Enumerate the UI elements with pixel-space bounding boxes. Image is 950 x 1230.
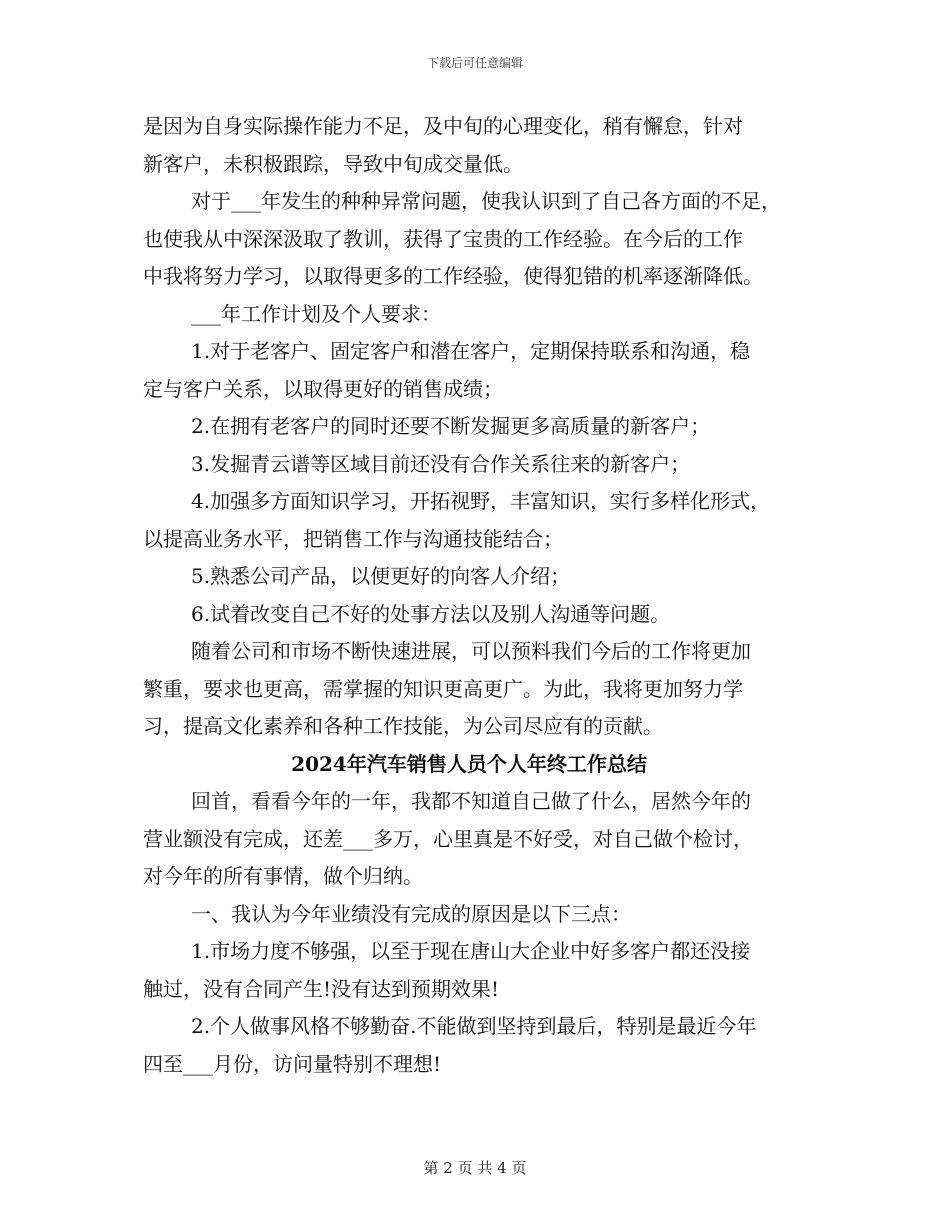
list-item-continued: 触过，没有合同产生!没有达到预期效果! xyxy=(143,976,500,1001)
list-item: 4.加强多方面知识学习，开拓视野，丰富知识，实行多样化形式， xyxy=(191,489,771,513)
list-item: 5.熟悉公司产品，以便更好的向客人介绍； xyxy=(191,564,571,588)
list-item: 1.市场力度不够强，以至于现在唐山大企业中好多客户都还没接 xyxy=(191,939,751,963)
body-line: 对于___年发生的种种异常问题，使我认识到了自己各方面的不足， xyxy=(191,189,781,213)
body-line: 对今年的所有事情，做个归纳。 xyxy=(143,864,423,888)
list-item: 2.在拥有老客户的同时还要不断发掘更多高质量的新客户； xyxy=(191,414,711,438)
page-number: 第 2 页 共 4 页 xyxy=(423,1159,527,1177)
body-line: 随着公司和市场不断快速进展，可以预料我们今后的工作将更加 xyxy=(191,639,751,663)
body-line: 新客户，未积极跟踪，导致中旬成交量低。 xyxy=(143,151,523,176)
document-body xyxy=(143,108,815,1083)
list-item-continued: 以提高业务水平，把销售工作与沟通技能结合； xyxy=(143,526,563,551)
list-item: 1.对于老客户、固定客户和潜在客户，定期保持联系和沟通，稳 xyxy=(191,339,751,363)
list-item: 3.发掘青云谱等区域目前还没有合作关系往来的新客户； xyxy=(191,451,691,476)
body-line: 营业额没有完成，还差___多万，心里真是不好受，对自己做个检讨， xyxy=(143,826,753,851)
list-item-continued: 四至___月份，访问量特别不理想! xyxy=(143,1051,442,1076)
body-line: 也使我从中深深汲取了教训，获得了宝贵的工作经验。在今后的工作 xyxy=(143,226,743,251)
list-item: 6.试着改变自己不好的处事方法以及别人沟通等问题。 xyxy=(191,601,671,626)
page-header-note: 下载后可任意编辑 xyxy=(426,56,523,70)
body-line: 繁重，要求也更高，需掌握的知识更高更广。为此，我将更加努力学 xyxy=(143,676,743,701)
subsection-heading: 一、我认为今年业绩没有完成的原因是以下三点： xyxy=(191,901,631,926)
plan-heading: ___年工作计划及个人要求： xyxy=(191,301,441,326)
list-item: 2.个人做事风格不够勤奋.不能做到坚持到最后，特别是最近今年 xyxy=(191,1014,757,1038)
body-line: 中我将努力学习，以取得更多的工作经验，使得犯错的机率逐渐降低。 xyxy=(143,264,763,288)
list-item-continued: 定与客户关系，以取得更好的销售成绩； xyxy=(143,376,503,401)
body-line: 回首，看看今年的一年，我都不知道自己做了什么，居然今年的 xyxy=(191,789,751,813)
section-title: 2024年汽车销售人员个人年终工作总结 xyxy=(291,751,647,776)
body-line: 习，提高文化素养和各种工作技能，为公司尽应有的贡献。 xyxy=(143,714,663,738)
body-line: 是因为自身实际操作能力不足，及中旬的心理变化，稍有懈怠，针对 xyxy=(143,114,743,138)
